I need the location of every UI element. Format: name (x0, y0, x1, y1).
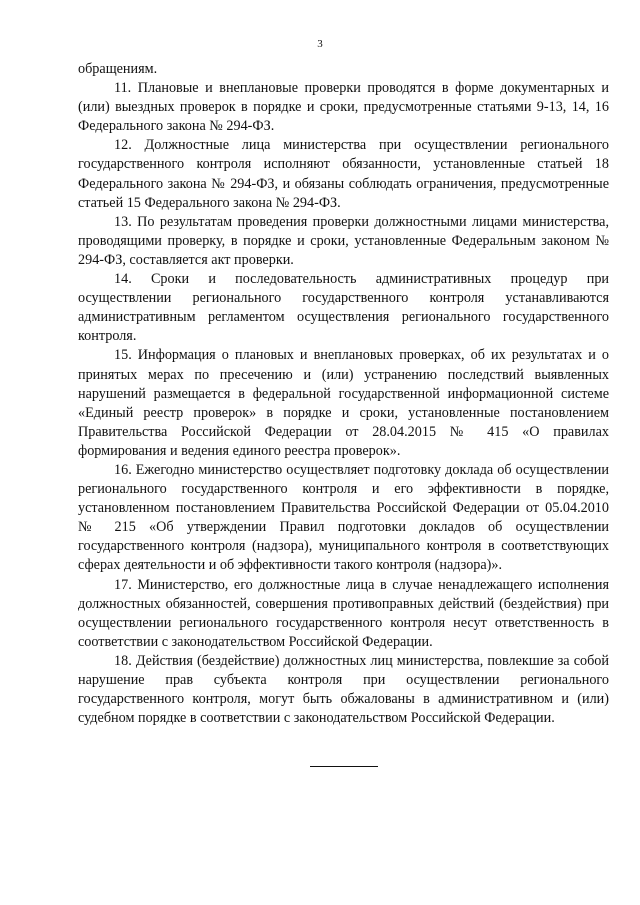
page-number: 3 (317, 38, 323, 50)
paragraph-17: 17. Министерство, его должностные лица в случае ненадлежащего исполнения должностных обязанностей, совершения противоправных действий (бездействия) при осуществлении регионального государственного контроля несут ответственность в соответствии с законодательством Российской Федерации. (78, 576, 609, 650)
paragraph-13: 13. По результатам проведения проверки должностными лицами министерства, проводящими проверку, в порядке и сроки, установленные Федеральным законом № 294-ФЗ, составляется акт проверки. (78, 213, 609, 268)
paragraph-14: 14. Сроки и последовательность административных процедур при осуществлении регионального государственного контроля устанавливаются административным регламентом осуществления регионального государственного контроля. (78, 271, 609, 345)
paragraph-11: 11. Плановые и внеплановые проверки проводятся в форме документарных и (или) выездных проверок в порядке и сроки, предусмотренные статьями 9-13, 14, 16 Федерального закона № 294-ФЗ. (78, 80, 609, 135)
continuation-text: обращениям. (78, 61, 158, 77)
paragraph-15: 15. Информация о плановых и внеплановых проверках, об их результатах и о принятых мерах по пресечению и (или) устранению последствий выявленных нарушений размещается в федеральной государственной информационной системе «Единый реестр проверок» в порядке и сроки, установленные постановлением Правительства Российской Федерации от 28.04.2015 № 415 «О правилах формирования и ведения единого реестра проверок». (78, 347, 609, 459)
paragraph-12: 12. Должностные лица министерства при осуществлении регионального государственного контроля исполняют обязанности, установленные статьей 18 Федерального закона № 294-ФЗ, и обязаны соблюдать ограничения, предусмотренные статьей 15 Федерального закона № 294-ФЗ. (78, 137, 609, 211)
paragraph-16: 16. Ежегодно министерство осуществляет подготовку доклада об осуществлении регионального государственного контроля и его эффективности в порядке, установленном постановлением Правительства Российской Федерации от 05.04.2010 № 215 «Об утверждении Правил подготовки докладов об осуществлении государственного контроля (надзора), муниципального контроля в соответствующих сферах деятельности и об эффективности такого контроля (надзора)». (78, 461, 609, 574)
paragraph-18: 18. Действия (бездействие) должностных лиц министерства, повлекшие за собой нарушение прав субъекта контроля при осуществлении регионального государственного контроля, могут быть обжалованы в административном и (или) судебном порядке в соответствии с законодательством Российской Федерации. (78, 652, 609, 727)
document-body (78, 60, 609, 728)
end-of-document-rule (310, 766, 378, 767)
